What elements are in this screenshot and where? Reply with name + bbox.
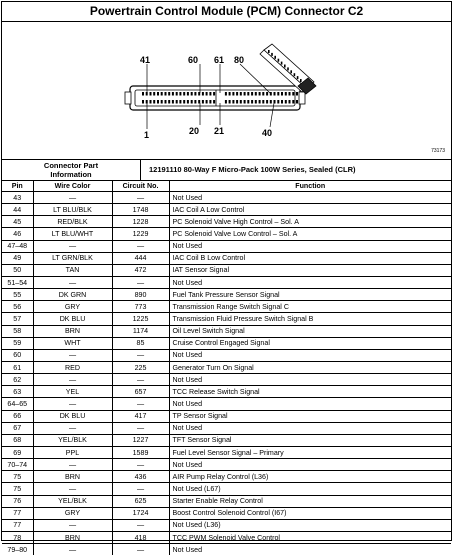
pin-cavity xyxy=(165,100,167,104)
pin-cavity xyxy=(191,92,193,96)
pin-cavity xyxy=(289,100,291,104)
cell-wire-color: YEL/BLK xyxy=(33,495,112,507)
cell-circuit: — xyxy=(112,240,169,252)
cell-wire-color: — xyxy=(33,240,112,252)
table-row xyxy=(2,483,451,495)
cell-pin: 50 xyxy=(2,264,33,276)
cell-wire-color: DK GRN xyxy=(33,289,112,301)
cell-circuit: 1174 xyxy=(112,325,169,337)
table-row xyxy=(2,264,451,276)
cell-pin: 64–65 xyxy=(2,398,33,410)
pin-cavity xyxy=(202,100,204,104)
cell-pin: 78 xyxy=(2,531,33,543)
pin-label-1: 1 xyxy=(144,130,150,140)
cell-pin: 77 xyxy=(2,519,33,531)
cell-function: Not Used xyxy=(169,374,451,386)
pin-cavity xyxy=(259,100,261,104)
pin-cavity xyxy=(150,100,152,104)
cell-function: PC Solenoid Valve High Control – Sol. A xyxy=(169,216,451,228)
table-row xyxy=(2,216,451,228)
pin-cavity xyxy=(259,92,261,96)
pin-cavity xyxy=(161,100,163,104)
pin-cavity xyxy=(296,100,298,104)
table-row xyxy=(2,325,451,337)
cell-pin: 59 xyxy=(2,337,33,349)
cell-circuit: 773 xyxy=(112,301,169,313)
cell-function: Not Used xyxy=(169,240,451,252)
pin-cavity xyxy=(179,100,181,104)
cell-wire-color: DK BLU xyxy=(33,313,112,325)
cell-wire-color: — xyxy=(33,349,112,361)
table-row xyxy=(2,313,451,325)
pin-label-60: 60 xyxy=(188,55,199,65)
pin-cavity xyxy=(285,92,287,96)
connector-part-info xyxy=(2,160,451,181)
figure-id: 73173 xyxy=(431,148,445,154)
pin-label-41: 41 xyxy=(140,55,151,65)
side-pin xyxy=(278,59,280,62)
pin-cavity xyxy=(209,92,211,96)
connector-body xyxy=(125,86,305,110)
side-pin xyxy=(287,67,289,70)
col-header-pin: Pin xyxy=(2,181,33,192)
pin-cavity xyxy=(232,92,234,96)
pin-cavity xyxy=(187,92,189,96)
cell-wire-color: BRN xyxy=(33,325,112,337)
cell-function: Oil Level Switch Signal xyxy=(169,325,451,337)
cell-circuit: 418 xyxy=(112,531,169,543)
table-row xyxy=(2,289,451,301)
pin-cavity xyxy=(187,100,189,104)
cell-function: TCC PWM Solenoid Valve Control xyxy=(169,531,451,543)
table-row xyxy=(2,374,451,386)
cell-pin: 44 xyxy=(2,204,33,216)
cell-circuit: — xyxy=(112,544,169,555)
pin-cavity xyxy=(194,100,196,104)
cell-pin: 76 xyxy=(2,495,33,507)
cell-pin: 67 xyxy=(2,422,33,434)
table-row xyxy=(2,495,451,507)
cell-function: IAT Sensor Signal xyxy=(169,264,451,276)
cell-function: TFT Sensor Signal xyxy=(169,434,451,446)
cell-pin: 45 xyxy=(2,216,33,228)
cell-circuit: 444 xyxy=(112,252,169,264)
cell-pin: 60 xyxy=(2,349,33,361)
cell-wire-color: TAN xyxy=(33,264,112,276)
cell-circuit: 417 xyxy=(112,410,169,422)
cell-circuit: 1589 xyxy=(112,446,169,458)
pin-cavity xyxy=(229,100,231,104)
pin-cavity xyxy=(251,100,253,104)
cell-circuit: 1724 xyxy=(112,507,169,519)
pin-cavity xyxy=(157,100,159,104)
pin-cavity xyxy=(198,100,200,104)
cell-circuit: 625 xyxy=(112,495,169,507)
cell-circuit: 472 xyxy=(112,264,169,276)
cell-circuit: — xyxy=(112,422,169,434)
cell-pin: 63 xyxy=(2,386,33,398)
cell-wire-color: — xyxy=(33,459,112,471)
cell-wire-color: LT GRN/BLK xyxy=(33,252,112,264)
cell-pin: 61 xyxy=(2,361,33,373)
pin-cavity xyxy=(168,100,170,104)
cell-circuit: 1748 xyxy=(112,204,169,216)
cell-wire-color: BRN xyxy=(33,471,112,483)
pin-cavity xyxy=(213,92,215,96)
pin-cavity xyxy=(179,92,181,96)
pin-cavity xyxy=(183,92,185,96)
pin-cavity xyxy=(165,92,167,96)
cell-circuit: 1229 xyxy=(112,228,169,240)
side-pin xyxy=(274,56,276,59)
table-row xyxy=(2,507,451,519)
pin-cavity xyxy=(232,100,234,104)
cell-wire-color: — xyxy=(33,374,112,386)
side-pin xyxy=(284,65,286,68)
table-row xyxy=(2,361,451,373)
pin-cavity xyxy=(142,100,144,104)
side-pin xyxy=(281,62,283,65)
pin-label-40: 40 xyxy=(262,128,273,138)
connector-info-label-line2: Information xyxy=(50,170,92,179)
pin-cavity xyxy=(274,92,276,96)
cell-function: PC Solenoid Valve Low Control – Sol. A xyxy=(169,228,451,240)
pin-cavity xyxy=(150,92,152,96)
side-pin xyxy=(300,79,302,82)
pin-cavity xyxy=(292,100,294,104)
cell-function: Not Used xyxy=(169,349,451,361)
table-row xyxy=(2,386,451,398)
cell-wire-color: GRY xyxy=(33,301,112,313)
pin-label-21: 21 xyxy=(214,126,225,136)
cell-circuit: — xyxy=(112,192,169,204)
pin-cavity xyxy=(240,100,242,104)
pin-label-61: 61 xyxy=(214,55,225,65)
cell-wire-color: BRN xyxy=(33,531,112,543)
cell-function: Fuel Level Sensor Signal – Primary xyxy=(169,446,451,458)
cell-pin: 75 xyxy=(2,483,33,495)
pin-cavity xyxy=(296,92,298,96)
pin-cavity xyxy=(255,100,257,104)
cell-circuit: — xyxy=(112,349,169,361)
cell-pin: 57 xyxy=(2,313,33,325)
cell-pin: 49 xyxy=(2,252,33,264)
pin-cavity xyxy=(270,100,272,104)
cell-wire-color: — xyxy=(33,483,112,495)
cell-wire-color: — xyxy=(33,276,112,288)
table-row xyxy=(2,204,451,216)
pin-cavity xyxy=(176,100,178,104)
pin-cavity xyxy=(270,92,272,96)
cell-circuit: — xyxy=(112,374,169,386)
cell-pin: 47–48 xyxy=(2,240,33,252)
cell-wire-color: RED xyxy=(33,361,112,373)
cell-pin: 43 xyxy=(2,192,33,204)
pin-cavity xyxy=(213,100,215,104)
cell-wire-color: YEL/BLK xyxy=(33,434,112,446)
pin-table xyxy=(2,181,451,555)
cell-wire-color: RED/BLK xyxy=(33,216,112,228)
pin-cavity xyxy=(168,92,170,96)
pin-cavity xyxy=(262,92,264,96)
cell-pin: 77 xyxy=(2,507,33,519)
table-row xyxy=(2,337,451,349)
table-row xyxy=(2,301,451,313)
cell-circuit: 1228 xyxy=(112,216,169,228)
pin-cavity xyxy=(277,100,279,104)
table-row xyxy=(2,446,451,458)
pin-cavity xyxy=(194,92,196,96)
cell-function: Generator Turn On Signal xyxy=(169,361,451,373)
pin-cavity xyxy=(247,100,249,104)
side-pin xyxy=(294,73,296,76)
cell-circuit: 225 xyxy=(112,361,169,373)
cell-circuit: 1225 xyxy=(112,313,169,325)
cell-circuit: 85 xyxy=(112,337,169,349)
cell-function: Not Used xyxy=(169,192,451,204)
pin-cavity xyxy=(236,100,238,104)
pin-cavity xyxy=(209,100,211,104)
cell-circuit: 436 xyxy=(112,471,169,483)
pin-cavity xyxy=(172,100,174,104)
pin-cavity xyxy=(206,100,208,104)
pin-cavity xyxy=(142,92,144,96)
pin-cavity xyxy=(277,92,279,96)
pin-cavity xyxy=(255,92,257,96)
cell-function: Boost Control Solenoid Control (I67) xyxy=(169,507,451,519)
cell-circuit: — xyxy=(112,398,169,410)
pin-table-header xyxy=(2,181,451,192)
cell-pin: 68 xyxy=(2,434,33,446)
table-row xyxy=(2,410,451,422)
cell-pin: 55 xyxy=(2,289,33,301)
table-row xyxy=(2,459,451,471)
cell-wire-color: — xyxy=(33,544,112,555)
cell-circuit: — xyxy=(112,483,169,495)
pin-cavity xyxy=(206,92,208,96)
table-row xyxy=(2,228,451,240)
cell-wire-color: WHT xyxy=(33,337,112,349)
col-header-wire-color: Wire Color xyxy=(33,181,112,192)
page-title: Powertrain Control Module (PCM) Connector C2 xyxy=(2,2,451,22)
pin-cavity xyxy=(229,92,231,96)
cell-function: IAC Coil B Low Control xyxy=(169,252,451,264)
table-row xyxy=(2,398,451,410)
pin-cavity xyxy=(176,92,178,96)
side-pin xyxy=(271,53,273,56)
pin-cavity xyxy=(244,92,246,96)
pin-cavity xyxy=(183,100,185,104)
pin-cavity xyxy=(157,92,159,96)
table-row xyxy=(2,240,451,252)
table-row xyxy=(2,422,451,434)
col-header-function: Function xyxy=(169,181,451,192)
cell-wire-color: PPL xyxy=(33,446,112,458)
cell-circuit: — xyxy=(112,519,169,531)
table-row xyxy=(2,252,451,264)
cell-function: Not Used (L36) xyxy=(169,519,451,531)
cell-wire-color: — xyxy=(33,422,112,434)
cell-function: Not Used xyxy=(169,459,451,471)
cell-pin: 69 xyxy=(2,446,33,458)
pin-cavity xyxy=(285,100,287,104)
cell-function: Fuel Tank Pressure Sensor Signal xyxy=(169,289,451,301)
table-row xyxy=(2,192,451,204)
cell-function: Transmission Fluid Pressure Switch Signal B xyxy=(169,313,451,325)
cell-pin: 46 xyxy=(2,228,33,240)
pin-cavity xyxy=(161,92,163,96)
cell-pin: 56 xyxy=(2,301,33,313)
cell-function: Starter Enable Relay Control xyxy=(169,495,451,507)
connector-info-label xyxy=(2,160,141,180)
pin-cavity xyxy=(281,92,283,96)
col-header-circuit: Circuit No. xyxy=(112,181,169,192)
cell-wire-color: YEL xyxy=(33,386,112,398)
cell-function: Not Used xyxy=(169,276,451,288)
pin-cavity xyxy=(240,92,242,96)
table-row xyxy=(2,471,451,483)
pin-cavity xyxy=(191,100,193,104)
cell-pin: 51–54 xyxy=(2,276,33,288)
connector-page xyxy=(1,1,452,554)
cell-circuit: 1227 xyxy=(112,434,169,446)
cell-function: Cruise Control Engaged Signal xyxy=(169,337,451,349)
cell-pin: 75 xyxy=(2,471,33,483)
pin-cavity xyxy=(266,100,268,104)
cell-function: Not Used (L67) xyxy=(169,483,451,495)
table-row xyxy=(2,544,451,555)
side-pin xyxy=(297,76,299,79)
side-pin xyxy=(290,70,292,73)
table-row xyxy=(2,349,451,361)
cell-function: Not Used xyxy=(169,398,451,410)
cell-circuit: — xyxy=(112,276,169,288)
pin-cavity xyxy=(225,100,227,104)
cell-function: TCC Release Switch Signal xyxy=(169,386,451,398)
table-row xyxy=(2,519,451,531)
connector-info-value: 12191110 80-Way F Micro-Pack 100W Series, Sealed (CLR) xyxy=(149,165,356,174)
pin-cavity xyxy=(289,92,291,96)
cell-pin: 70–74 xyxy=(2,459,33,471)
table-row xyxy=(2,276,451,288)
table-row xyxy=(2,434,451,446)
cell-wire-color: DK BLU xyxy=(33,410,112,422)
pin-cavity xyxy=(236,92,238,96)
cell-wire-color: LT BLU/BLK xyxy=(33,204,112,216)
cell-circuit: 657 xyxy=(112,386,169,398)
cell-function: Not Used xyxy=(169,422,451,434)
cell-function: TP Sensor Signal xyxy=(169,410,451,422)
pin-cavity xyxy=(202,92,204,96)
cell-pin: 79–80 xyxy=(2,544,33,555)
pin-cavity xyxy=(247,92,249,96)
pin-cavity xyxy=(153,92,155,96)
pin-cavity xyxy=(281,100,283,104)
cell-circuit: 890 xyxy=(112,289,169,301)
pin-cavity xyxy=(251,92,253,96)
pin-label-80: 80 xyxy=(234,55,245,65)
pin-cavity xyxy=(172,92,174,96)
cell-function: IAC Coil A Low Control xyxy=(169,204,451,216)
pin-cavity xyxy=(225,92,227,96)
cell-function: Not Used xyxy=(172,545,203,554)
cell-pin: 66 xyxy=(2,410,33,422)
connector-diagram xyxy=(2,22,451,159)
pin-cavity xyxy=(292,92,294,96)
cell-wire-color: — xyxy=(33,519,112,531)
connector-figure xyxy=(2,22,451,160)
side-pin xyxy=(268,50,270,53)
pin-cavity xyxy=(266,92,268,96)
cell-wire-color: — xyxy=(33,398,112,410)
cell-wire-color: — xyxy=(33,192,112,204)
pin-cavity xyxy=(146,100,148,104)
cell-circuit: — xyxy=(112,459,169,471)
connector-info-label-line1: Connector Part xyxy=(43,161,99,170)
pin-cavity xyxy=(262,100,264,104)
cell-wire-color: LT BLU/WHT xyxy=(33,228,112,240)
pin-label-20: 20 xyxy=(189,126,200,136)
cell-wire-color: GRY xyxy=(33,507,112,519)
cell-function: AIR Pump Relay Control (L36) xyxy=(169,471,451,483)
pin-cavity xyxy=(244,100,246,104)
cell-pin: 58 xyxy=(2,325,33,337)
cell-function: Transmission Range Switch Signal C xyxy=(169,301,451,313)
pin-cavity xyxy=(153,100,155,104)
cell-pin: 62 xyxy=(2,374,33,386)
